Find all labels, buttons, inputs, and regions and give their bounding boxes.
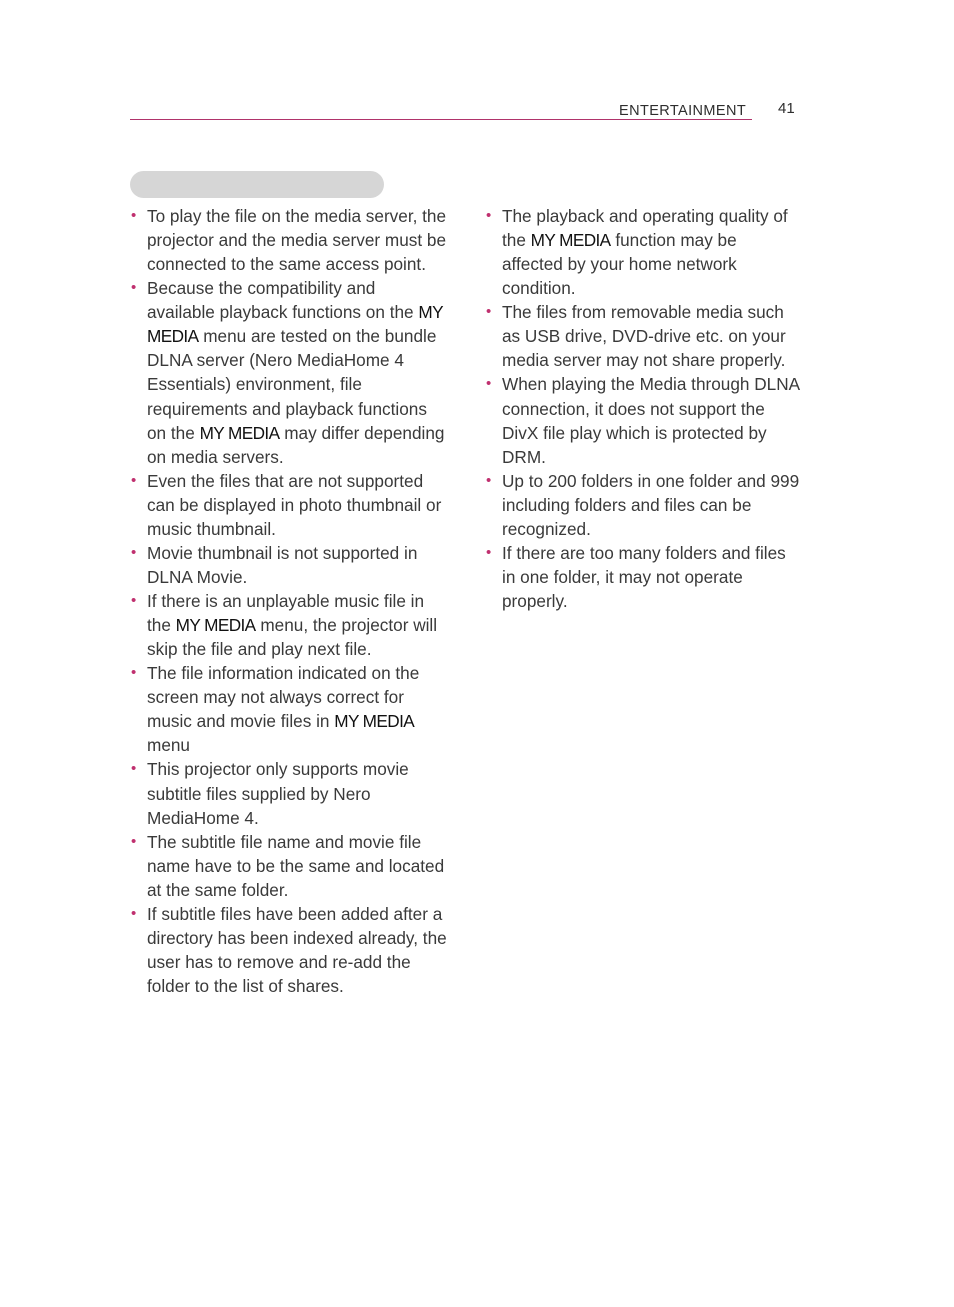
- right-bullet-list: [486, 204, 802, 613]
- bullet-item: [131, 661, 447, 757]
- bullet-item: [131, 589, 447, 661]
- bullet-text: The playback and operating quality of the: [502, 206, 788, 251]
- bullet-item: [131, 541, 447, 589]
- bullet-dot-icon: •: [131, 904, 137, 922]
- bullet-text: menu are tested on the bundle DLNA server (Nero MediaHome 4 Essentials) environment, file requirements and playback functions on the: [147, 326, 437, 443]
- bullet-text: To play the file on the media server, the projector and the media server must be connected to the same access point.: [147, 206, 447, 275]
- my-media-term: MY MEDIA: [175, 615, 256, 636]
- left-bullet-list: [131, 204, 447, 998]
- bullet-dot-icon: •: [486, 543, 492, 561]
- bullet-dot-icon: •: [486, 471, 492, 489]
- section-title: ENTERTAINMENT: [619, 103, 747, 119]
- bullet-text: function may be affected by your home network condition.: [502, 230, 737, 299]
- bullet-item: [486, 300, 802, 372]
- my-media-term: MY MEDIA: [530, 230, 611, 251]
- my-media-term: MY MEDIA: [199, 422, 280, 443]
- bullet-item: [131, 757, 447, 829]
- bullet-item: [131, 830, 447, 902]
- bullet-item: [131, 469, 447, 541]
- bullet-text: menu: [147, 735, 190, 756]
- bullet-item: [486, 469, 802, 541]
- bullet-dot-icon: •: [131, 664, 137, 682]
- bullet-dot-icon: •: [486, 303, 492, 321]
- bullet-text: The subtitle file name and movie file name have to be the same and located at the same folder.: [147, 831, 445, 900]
- bullet-text: The file information indicated on the screen may not always correct for music and movie files in: [147, 663, 420, 732]
- bullet-text: If there is an unplayable music file in the: [147, 591, 425, 636]
- page-number: 41: [778, 100, 795, 117]
- bullet-text: Up to 200 folders in one folder and 999 including folders and files can be recognized.: [502, 470, 800, 539]
- bullet-item: [131, 204, 447, 276]
- bullet-dot-icon: •: [131, 832, 137, 850]
- bullet-text: This projector only supports movie subtitle files supplied by Nero MediaHome 4.: [147, 759, 409, 828]
- bullet-text: If there are too many folders and files in one folder, it may not operate properly.: [502, 542, 786, 611]
- bullet-item: [131, 902, 447, 998]
- bullet-item: [131, 276, 447, 469]
- bullet-text: The files from removable media such as USB drive, DVD-drive etc. on your media server may not share properly.: [502, 302, 786, 371]
- bullet-text: If subtitle files have been added after a directory has been indexed already, the user has to remove and re-add the folder to the list of shares.: [147, 903, 447, 996]
- bullet-text: When playing the Media through DLNA connection, it does not support the DivX file play which is protected by DRM.: [502, 374, 800, 467]
- bullet-text: Because the compatibility and available playback functions on the: [147, 278, 419, 323]
- bullet-dot-icon: •: [131, 543, 137, 561]
- bullet-dot-icon: •: [131, 471, 137, 489]
- bullet-item: [486, 541, 802, 613]
- bullet-dot-icon: •: [486, 207, 492, 224]
- my-media-term: MY MEDIA: [334, 711, 415, 732]
- header-divider: [130, 119, 752, 120]
- bullet-text: menu, the projector will skip the file and play next file.: [147, 615, 438, 660]
- note-label-bar: [130, 171, 384, 198]
- bullet-dot-icon: •: [131, 207, 137, 224]
- bullet-text: may differ depending on media servers.: [147, 422, 445, 467]
- bullet-dot-icon: •: [131, 592, 137, 609]
- bullet-text: Movie thumbnail is not supported in DLNA Movie.: [147, 542, 418, 587]
- bullet-dot-icon: •: [131, 760, 137, 778]
- bullet-item: [486, 204, 802, 300]
- my-media-term: MY MEDIA: [147, 302, 443, 347]
- bullet-text: Even the files that are not supported can be displayed in photo thumbnail or music thumbnail.: [147, 470, 442, 539]
- bullet-dot-icon: •: [486, 375, 492, 393]
- bullet-dot-icon: •: [131, 279, 137, 297]
- bullet-item: [486, 372, 802, 468]
